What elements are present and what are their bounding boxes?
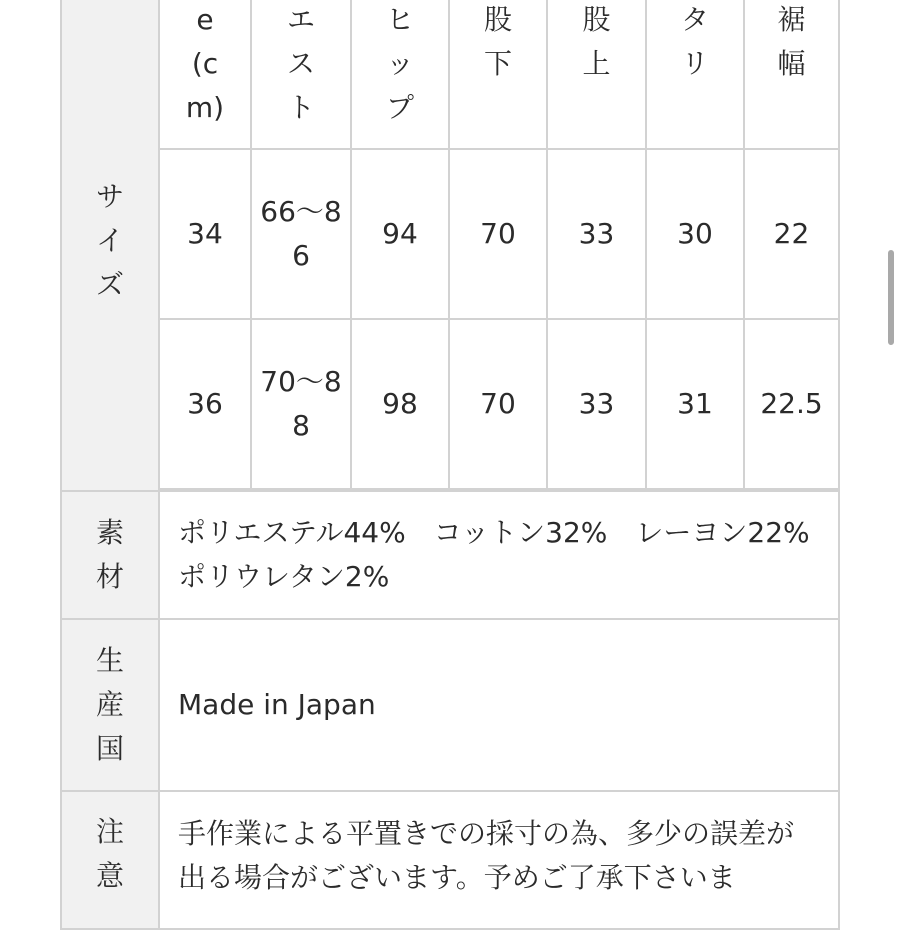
material-label-cell bbox=[60, 490, 160, 620]
size-header-text bbox=[386, 0, 414, 130]
size-header-line: ッ bbox=[385, 47, 414, 80]
size-data-value: 33 bbox=[578, 387, 615, 420]
size-header-cell bbox=[743, 0, 840, 150]
notes-label-char: 意 bbox=[95, 859, 124, 892]
size-data-cell bbox=[743, 318, 840, 490]
size-section-label-char: ズ bbox=[95, 268, 124, 301]
notes-label bbox=[96, 810, 124, 898]
size-header-line: ト bbox=[286, 91, 315, 124]
material-text: ポリエステル44% コットン32% レーヨン22% ポリウレタン2% bbox=[178, 516, 838, 593]
origin-label-char: 国 bbox=[95, 732, 124, 765]
size-header-line: 裾 bbox=[777, 3, 806, 36]
origin-value-cell bbox=[158, 618, 840, 792]
size-header-cell bbox=[448, 0, 548, 150]
size-header-cell bbox=[645, 0, 745, 150]
origin-label-cell bbox=[60, 618, 160, 792]
size-data-cell bbox=[448, 148, 548, 320]
size-data-cell bbox=[645, 318, 745, 490]
size-header-line: 幅 bbox=[777, 47, 806, 80]
origin-label-char: 生 bbox=[95, 644, 124, 677]
size-section-label-text bbox=[96, 175, 124, 307]
size-header-line: タ bbox=[680, 3, 709, 36]
size-header-text bbox=[186, 0, 224, 130]
left-margin bbox=[0, 0, 56, 900]
size-data-cell bbox=[250, 148, 352, 320]
size-header-line: ス bbox=[286, 47, 315, 80]
notes-label-cell bbox=[60, 790, 160, 930]
size-header-line: 股 bbox=[582, 3, 611, 36]
size-header-text bbox=[582, 0, 610, 86]
size-section-label-char: サ bbox=[95, 180, 124, 213]
size-header-text bbox=[484, 0, 512, 86]
size-header-cell bbox=[350, 0, 450, 150]
size-header-cell bbox=[546, 0, 647, 150]
size-data-cell bbox=[546, 318, 647, 490]
size-data-value: 34 bbox=[187, 217, 223, 250]
size-data-cell bbox=[158, 148, 252, 320]
size-data-cell bbox=[158, 318, 252, 490]
size-header-line: 股 bbox=[483, 3, 512, 36]
material-value-cell bbox=[158, 490, 840, 620]
size-data-cell bbox=[350, 148, 450, 320]
scrollbar-thumb[interactable] bbox=[888, 250, 894, 345]
size-data-value: 66〜86 bbox=[260, 195, 342, 272]
size-header-line: プ bbox=[385, 91, 414, 124]
material-label-char: 素 bbox=[95, 516, 124, 549]
size-header-text bbox=[681, 0, 709, 86]
notes-text: 手作業による平置きでの採寸の為、多少の誤差が出る場合がございます。予めご了承下さいま bbox=[178, 817, 795, 894]
size-section-label-char: イ bbox=[95, 224, 124, 257]
size-header-line: (c bbox=[191, 47, 219, 80]
size-header-text bbox=[287, 0, 315, 130]
notes-label-char: 注 bbox=[95, 815, 124, 848]
size-data-cell bbox=[645, 148, 745, 320]
notes-value-cell bbox=[158, 790, 840, 930]
size-header-line: エ bbox=[286, 3, 315, 36]
size-data-value: 22 bbox=[773, 217, 810, 250]
size-data-value: 36 bbox=[187, 387, 223, 420]
origin-label bbox=[96, 639, 124, 771]
size-data-cell bbox=[743, 148, 840, 320]
size-header-cell bbox=[158, 0, 252, 150]
size-header-line: ヒ bbox=[385, 3, 414, 36]
size-data-value: 22.5 bbox=[760, 387, 823, 420]
size-data-value: 30 bbox=[677, 217, 713, 250]
origin-label-char: 産 bbox=[95, 688, 124, 721]
size-header-line: 上 bbox=[582, 47, 611, 80]
material-label bbox=[96, 511, 124, 599]
size-section-label bbox=[60, 0, 160, 492]
origin-text: Made in Japan bbox=[178, 688, 376, 721]
size-header-text bbox=[777, 0, 805, 86]
material-label-char: 材 bbox=[95, 560, 124, 593]
size-header-line: m) bbox=[185, 91, 225, 124]
size-data-value: 98 bbox=[382, 387, 418, 420]
size-header-line: 下 bbox=[483, 47, 512, 80]
size-data-value: 33 bbox=[578, 217, 615, 250]
size-header-line: リ bbox=[680, 47, 709, 80]
size-data-value: 70 bbox=[480, 387, 516, 420]
size-data-value: 31 bbox=[677, 387, 713, 420]
size-header-line: e bbox=[196, 3, 214, 36]
size-data-cell bbox=[546, 148, 647, 320]
size-data-value: 94 bbox=[382, 217, 418, 250]
size-data-value: 70 bbox=[480, 217, 516, 250]
size-data-value: 70〜88 bbox=[260, 365, 342, 442]
size-header-cell bbox=[250, 0, 352, 150]
size-data-cell bbox=[448, 318, 548, 490]
size-data-cell bbox=[350, 318, 450, 490]
size-data-cell bbox=[250, 318, 352, 490]
